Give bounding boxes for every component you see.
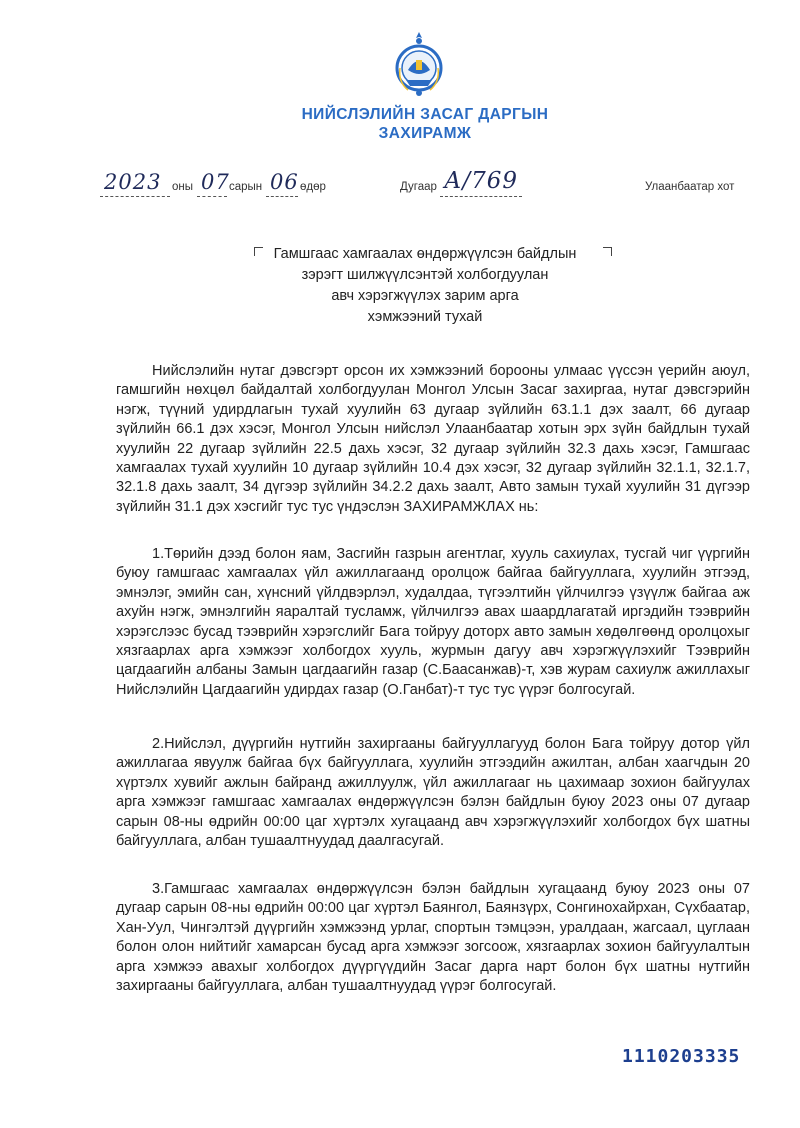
year-underline (100, 196, 170, 198)
day-label: өдөр (300, 181, 326, 193)
order-item-1: 1.Төрийн дээд болон яам, Засгийн газрын агентлаг, хууль сахиулах, тусгай чиг үүргийн буюу гамшгаас хамгаалах үйл ажиллагаанд оролцож байгаа байгууллага, хуулийн этгээд, эмнэлэг, эмийн сан, хүнсний үйлдвэрлэл, худалдаа, түгээлтийн үйлчилгээ үзүүлж байгаа аж ахуйн нэгж, эмнэлгийн яаралтай тусламж, үйлчилгээ авах шаардлагатай иргэдийн тээврийн хэрэгслээс бусад тээврийн хэрэгслийг Бага тойруу доторх авто замын хөдөлгөөнд оролцохыг хязгаарлах арга хэмжээг холбогдох хууль, журмын дагуу авч хэрэгжүүлэхийг Тээврийн цагдаагийн албаны Замын цагдаагийн газар (С.Баасанжав)-т, хэв журам сахиулж ажиллахыг Нийслэлийн Цагдаагийн удирдах газар (О.Ганбат)-т тус тус үүрэг болгосугай. (116, 546, 750, 698)
year-label: оны (172, 181, 194, 193)
serial-number: 1110203335 (622, 1046, 741, 1067)
subject-line-2: зэрэгт шилжүүлсэнтэй холбогдуулан (301, 267, 549, 283)
state-emblem-icon (394, 30, 444, 98)
subject-line-1: Гамшгаас хамгаалах өндөржүүлсэн байдлын (273, 246, 577, 262)
day-underline (266, 196, 298, 198)
date-number-line (0, 168, 800, 202)
month-value: 07 (201, 170, 230, 194)
decree-number: А/769 (444, 168, 519, 194)
subject-line-3: авч хэрэгжүүлэх зарим арга (331, 288, 519, 304)
number-label: Дугаар (400, 181, 437, 193)
year-value: 2023 (104, 170, 162, 194)
organization-title: НИЙСЛЭЛИЙН ЗАСАГ ДАРГЫН (301, 106, 549, 123)
number-underline (440, 196, 522, 198)
subject-line-4: хэмжээний тухай (367, 309, 483, 325)
preamble-paragraph: Нийслэлийн нутаг дэвсгэрт орсон их хэмжээний бороoны улмаас үүссэн үерийн аюул, гамшгийн нөхцөл байдалтай холбогдуулан Монгол Улсын Засаг захиргаа, нутаг дэвсгэрийн нэгж, түүний удирдлагын тухай хуулийн 63 дугаар зүйлийн 63.1.1 дэх заалт, 66 дугаар зүйлийн 66.1 дэх хэсэг, Монгол Улсын нийслэл Улаанбаатар хотын эрх зүйн байдлын тухай хуулийн 22 дугаар зүйлийн 22.5 дахь хэсэг, 32 дугаар зүйлийн 32.3 дахь хэсэг, Гамшгаас хамгаалах тухай хуулийн 10 дугаар зүйлийн 10.4 дэх хэсэг, 32 дугаар зүйлийн 32.1.1, 32.1.7, 32.1.8 дахь заалт, 34 дүгээр зүйлийн 34.2.2 дахь заалт, Авто замын тухай хуулийн 31 дүгээр зүйлийн 31.1 дэх хэсгийг тус тус үндэслэн ЗАХИРАМЖЛАХ нь: (116, 363, 750, 515)
city-label: Улаанбаатар хот (645, 181, 735, 193)
month-label: сарын (229, 181, 263, 193)
day-value: 06 (270, 170, 299, 194)
subject-bracket-right (603, 247, 612, 256)
decree-subject (250, 244, 600, 328)
order-item-2: 2.Нийслэл, дүүргийн нутгийн захиргааны байгууллагууд болон Бага тойруу дотор үйл ажиллагаа явуулж байгаа бүх байгууллага, хуулийн этгээдийн ажилтан, албан хаагчдын 20 хүртэлх хувийг ажлын байранд ажиллуулж, үйл ажиллагааг нь цахимаар зохион байгуулах арга хэмжээг гамшгаас хамгаалах өндөржүүлсэн бэлэн байдлын буюу 2023 оны 07 дугаар сарын 08-ны өдрийн 00:00 цаг хүртэлх хугацаанд авч хэрэгжүүлэхийг холбогдох бүх шатны байгууллага, албан тушаалтнуудад даалгасугай. (116, 736, 750, 850)
document-type-title: ЗАХИРАМЖ (378, 125, 472, 142)
order-item-3: 3.Гамшгаас хамгаалах өндөржүүлсэн бэлэн байдлын хугацаанд буюу 2023 оны 07 дугаар сарын 08-ны өдрийн 00:00 цаг хүртэл Баянгол, Баянзүрх, Сонгинохайрхан, Сүхбаатар, Хан-Уул, Чингэлтэй дүүргийн хэмжээнд урлаг, спортын тэмцээн, уралдаан, жагсаал, цуглаан болон олон нийтийг хамарсан бусад арга хэмжээг зогсоож, хязгаарлах зохион байгуулалтын арга хэмжээ авахыг холбогдох дүүргүүдийн Засаг дарга нарт болон бүх шатны нутгийн захиргааны байгууллага, албан тушаалтнуудад үүрэг болгосугай. (116, 881, 750, 995)
month-underline (197, 196, 227, 198)
